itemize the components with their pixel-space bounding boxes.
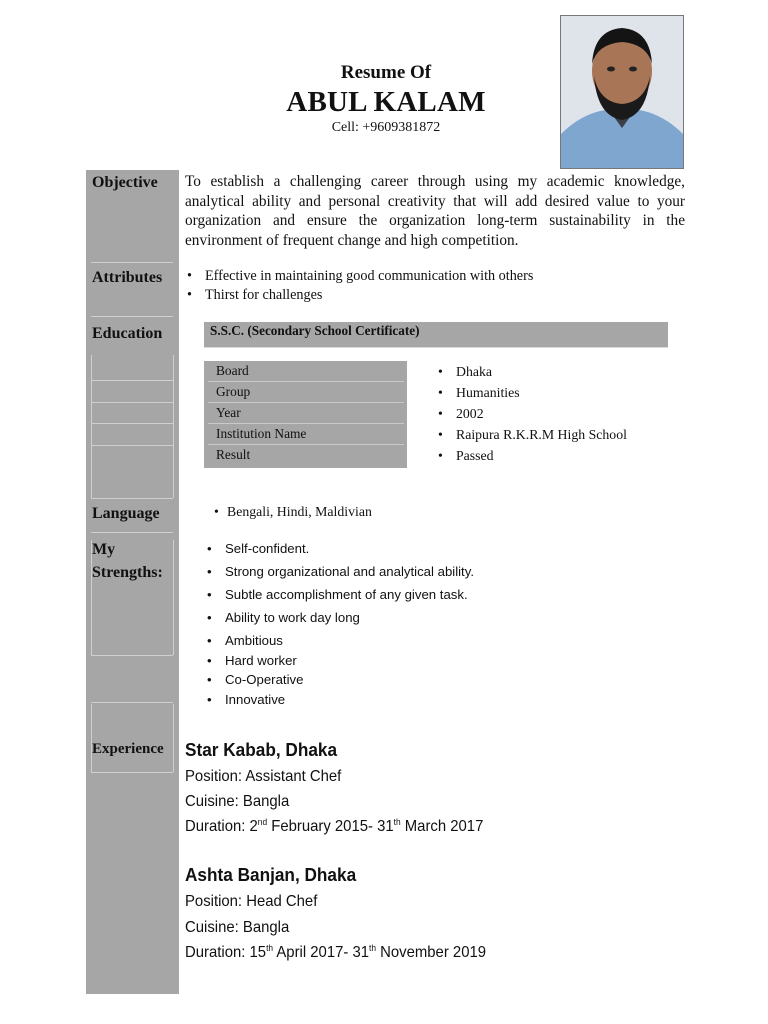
- strengths-label-line2: Strengths:: [92, 564, 163, 581]
- ordinal-suffix: th: [369, 943, 377, 953]
- list-item: • Subtle accomplishment of any given task.: [205, 585, 474, 608]
- section-label-column: [86, 170, 179, 994]
- language-label: Language: [92, 505, 160, 522]
- duration-text: November 2019: [376, 944, 487, 961]
- exam-title: S.S.C. (Secondary School Certificate): [210, 323, 420, 338]
- duration-text: Duration: 2: [185, 818, 258, 835]
- candidate-name: ABUL KALAM: [286, 86, 486, 118]
- experience-label: Experience: [92, 741, 164, 757]
- list-item: • Ability to work day long: [205, 608, 474, 631]
- divider: [91, 532, 173, 533]
- divider: [91, 704, 92, 772]
- list-item: • Effective in maintaining good communication with others: [185, 267, 533, 286]
- strengths-label-line1: My: [92, 541, 116, 558]
- attributes-label: Attributes: [92, 269, 163, 286]
- objective-label: Objective: [92, 174, 158, 191]
- divider: [91, 655, 173, 656]
- language-list: [212, 502, 372, 521]
- ordinal-suffix: nd: [257, 817, 268, 827]
- objective-text: To establish a challenging career through using my academic knowledge, analytical ability and personal creativity that will add desired value to your organization and ensure the organization long-term sustainability in the environment of frequent change and high competition.: [185, 173, 685, 249]
- education-values: [436, 361, 627, 466]
- divider: [173, 355, 174, 498]
- divider: [173, 540, 174, 655]
- education-field: Result: [216, 447, 251, 462]
- divider: [91, 445, 173, 446]
- divider: [91, 702, 173, 703]
- job-company: Star Kabab, Dhaka: [185, 739, 338, 760]
- list-item: • Strong organizational and analytical ability.: [205, 562, 474, 585]
- job-cuisine: Cuisine: Bangla: [185, 919, 290, 936]
- list-item: • Innovative: [205, 690, 474, 710]
- list-item: • Raipura R.K.R.M High School: [436, 424, 627, 445]
- list-item: • Self-confident.: [205, 539, 474, 562]
- job-position: Position: Assistant Chef: [185, 768, 342, 785]
- ordinal-suffix: th: [266, 943, 274, 953]
- list-item: • Humanities: [436, 382, 627, 403]
- strengths-list: [205, 539, 474, 709]
- duration-text: March 2017: [400, 818, 484, 835]
- list-item: • Co-Operative: [205, 670, 474, 690]
- duration-text: February 2015- 31: [267, 818, 394, 835]
- divider: [91, 316, 173, 317]
- divider: [91, 498, 173, 499]
- education-field: Board: [208, 361, 404, 382]
- list-item: • Dhaka: [436, 361, 627, 382]
- education-label: Education: [92, 325, 163, 342]
- education-field: Group: [208, 382, 404, 403]
- education-field: Year: [208, 403, 404, 424]
- divider: [91, 262, 173, 263]
- divider: [173, 704, 174, 772]
- divider: [91, 423, 173, 424]
- duration-text: Duration: 15: [185, 944, 267, 961]
- list-item: • 2002: [436, 403, 627, 424]
- divider: [91, 380, 173, 381]
- list-item: • Passed: [436, 445, 627, 466]
- ordinal-suffix: th: [393, 817, 401, 827]
- job-duration: [185, 944, 486, 962]
- list-item: • Hard worker: [205, 651, 474, 671]
- attributes-list: [185, 267, 533, 305]
- list-item: • Bengali, Hindi, Maldivian: [212, 502, 372, 521]
- duration-text: April 2017- 31: [273, 944, 370, 961]
- person-portrait-icon: [561, 16, 683, 168]
- job-position: Position: Head Chef: [185, 893, 318, 910]
- education-field: Institution Name: [208, 424, 404, 445]
- divider: [91, 402, 173, 403]
- cell-number: Cell: +9609381872: [331, 120, 441, 135]
- job-cuisine: Cuisine: Bangla: [185, 793, 290, 810]
- list-item: • Thirst for challenges: [185, 286, 533, 305]
- profile-photo: [560, 15, 684, 169]
- job-duration: [185, 818, 483, 836]
- divider: [91, 772, 173, 773]
- resume-heading: Resume Of: [340, 62, 432, 83]
- job-company: Ashta Banjan, Dhaka: [185, 864, 357, 885]
- divider: [91, 355, 92, 498]
- list-item: • Ambitious: [205, 631, 474, 651]
